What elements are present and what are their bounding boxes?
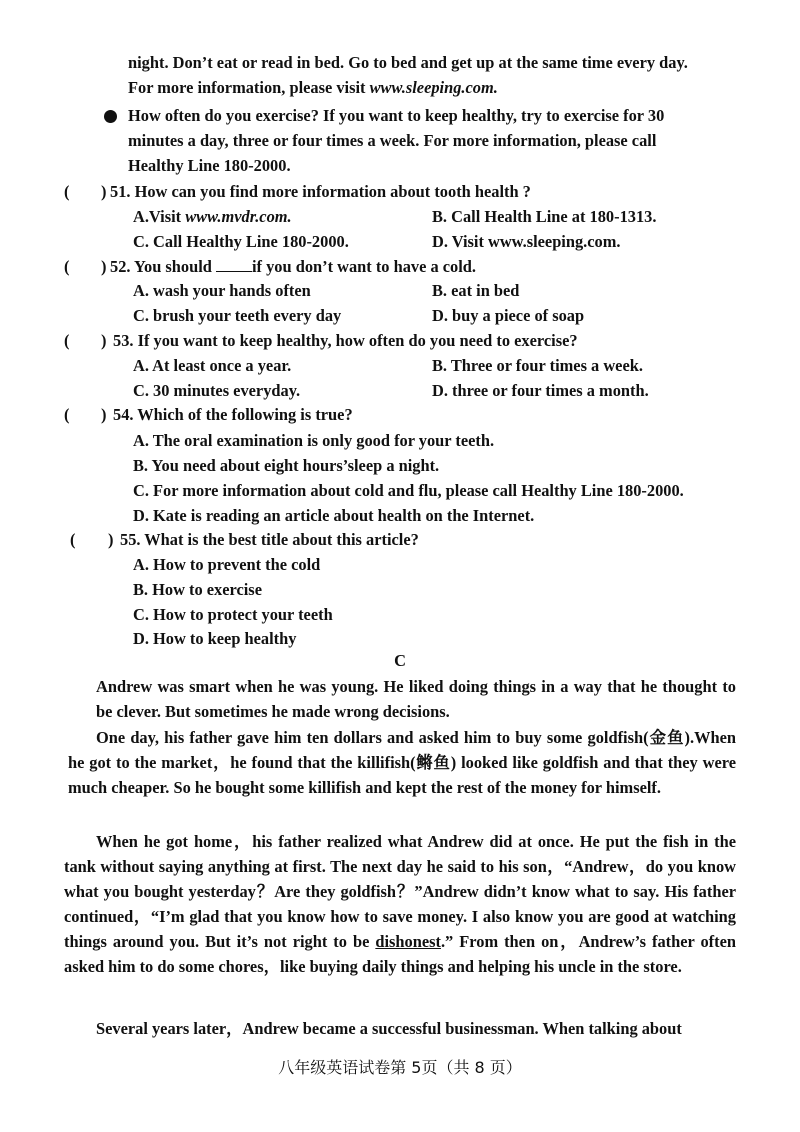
- answer-paren-close-55: ): [108, 530, 114, 549]
- intro-line-2-text: For more information, please visit: [128, 78, 370, 97]
- page-footer: 八年级英语试卷第 5页（共 8 页）: [278, 1058, 522, 1077]
- question-55-stem: 55. What is the best title about this article?: [120, 530, 419, 549]
- answer-paren-close-53: ): [101, 331, 107, 350]
- answer-paren-close-54: ): [101, 405, 107, 424]
- intro-line-2: [128, 77, 498, 99]
- q52-option-a: A. wash your hands often: [133, 281, 311, 300]
- q55-option-b: B. How to exercise: [133, 580, 262, 599]
- answer-blank: [216, 257, 252, 272]
- answer-paren-open-55: (: [70, 530, 76, 549]
- q52-option-b: B. eat in bed: [432, 281, 520, 300]
- q52-option-c: C. brush your teeth every day: [133, 306, 342, 325]
- q54-option-a: A. The oral examination is only good for your teeth.: [133, 431, 495, 450]
- answer-paren-open-52: (: [64, 257, 70, 276]
- passage-paragraph-3: [64, 829, 736, 979]
- q53-option-a: A. At least once a year.: [133, 356, 292, 375]
- passage-paragraph-2: One day, his father gave him ten dollars and asked him to buy some goldfish(金鱼).When he got to the market，he found that the killifish(鳉鱼) looked like goldfish and that they were much cheaper. So he bought some killifish and kept the rest of the money for himself.: [68, 728, 736, 797]
- bullet-line-2: minutes a day, three or four times a week. For more information, please call: [128, 131, 657, 150]
- p3-text-after: .” From then on，Andrew’s father often asked him to do some chores，like buying daily things and helping his uncle in the store.: [64, 932, 736, 976]
- q55-option-c: C. How to protect your teeth: [133, 605, 333, 624]
- bullet-line-1: How often do you exercise? If you want to keep healthy, try to exercise for 30: [128, 106, 665, 125]
- q51-option-d: D. Visit www.sleeping.com.: [432, 232, 621, 251]
- q51-option-b: B. Call Health Line at 180-1313.: [432, 207, 657, 226]
- q52-option-d: D. buy a piece of soap: [432, 306, 585, 325]
- intro-line-1: night. Don’t eat or read in bed. Go to bed and get up at the same time every day.: [128, 53, 688, 72]
- answer-paren-close-52: ): [101, 257, 107, 276]
- question-53-stem: 53. If you want to keep healthy, how often do you need to exercise?: [113, 331, 578, 350]
- answer-paren-close-51: ): [101, 182, 107, 201]
- q53-option-d: D. three or four times a month.: [432, 381, 649, 400]
- p3-text-before: When he got home，his father realized what Andrew did at once. He put the fish in the tank without saying anything at first. The next day he said to his son，“Andrew，do you know what you bought yesterday？Are they goldfish？”Andrew didn’t know what to say. His father continued，“I’m glad that you know how to save money. I also know you are good at watching things around you. But it’s not right to be: [64, 832, 736, 951]
- sleeping-url: www.sleeping.com.: [369, 78, 498, 97]
- q55-option-a: A. How to prevent the cold: [133, 555, 321, 574]
- answer-paren-open-54: (: [64, 405, 70, 424]
- q53-option-c: C. 30 minutes everyday.: [133, 381, 301, 400]
- answer-paren-open-51: (: [64, 182, 70, 201]
- mvdr-url: www.mvdr.com.: [185, 207, 292, 226]
- passage-paragraph-1: Andrew was smart when he was young. He liked doing things in a way that he thought to be clever. But sometimes he made wrong decisions.: [96, 677, 736, 721]
- question-52-stem: [110, 256, 476, 278]
- bullet-line-3: Healthy Line 180-2000.: [128, 156, 291, 175]
- q53-option-b: B. Three or four times a week.: [432, 356, 643, 375]
- q52-stem-before: 52. You should: [110, 257, 216, 276]
- q51-option-a: [133, 206, 292, 228]
- q51-option-c: C. Call Healthy Line 180-2000.: [133, 232, 349, 251]
- q55-option-d: D. How to keep healthy: [133, 629, 297, 648]
- question-51-stem: 51. How can you find more information about tooth health ?: [110, 182, 531, 201]
- bullet-icon: [104, 110, 117, 123]
- underlined-word: dishonest: [375, 932, 441, 951]
- question-54-stem: 54. Which of the following is true?: [113, 405, 353, 424]
- q54-option-b: B. You need about eight hours’sleep a night.: [133, 456, 440, 475]
- passage-paragraph-4: Several years later，Andrew became a successful businessman. When talking about: [96, 1019, 682, 1038]
- section-heading: C: [394, 651, 406, 670]
- answer-paren-open-53: (: [64, 331, 70, 350]
- q54-option-d: D. Kate is reading an article about health on the Internet.: [133, 506, 535, 525]
- q54-option-c: C. For more information about cold and flu, please call Healthy Line 180-2000.: [133, 481, 684, 500]
- q51-option-a-label: A.Visit: [133, 207, 186, 226]
- q52-stem-after: if you don’t want to have a cold.: [251, 257, 477, 276]
